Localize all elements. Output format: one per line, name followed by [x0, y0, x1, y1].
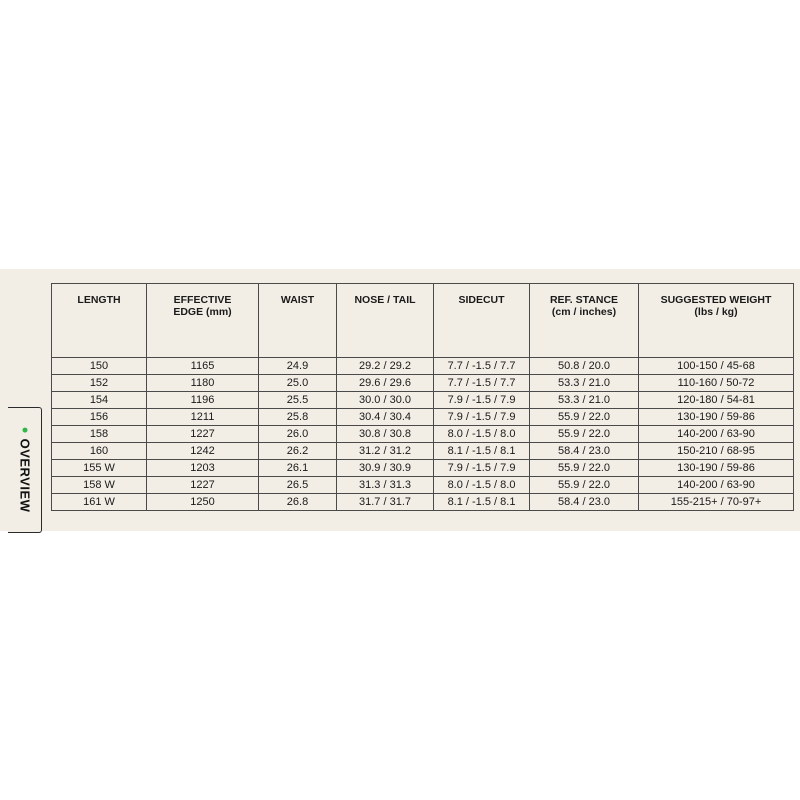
- header-waist: WAIST: [259, 284, 337, 358]
- header-nose-tail: NOSE / TAIL: [337, 284, 434, 358]
- cell-ref-stance: 50.8 / 20.0: [530, 358, 639, 375]
- cell-waist: 26.0: [259, 426, 337, 443]
- cell-effective-edge: 1227: [147, 426, 259, 443]
- cell-length: 158: [52, 426, 147, 443]
- cell-waist: 26.8: [259, 494, 337, 511]
- cell-waist: 26.5: [259, 477, 337, 494]
- spec-table: [51, 283, 794, 511]
- cell-ref-stance: 55.9 / 22.0: [530, 477, 639, 494]
- cell-ref-stance: 58.4 / 23.0: [530, 494, 639, 511]
- cell-nose-tail: 29.2 / 29.2: [337, 358, 434, 375]
- cell-effective-edge: 1196: [147, 392, 259, 409]
- cell-suggested-weight: 130-190 / 59-86: [639, 460, 794, 477]
- header-ref-stance: REF. STANCE (cm / inches): [530, 284, 639, 358]
- table-row: [52, 426, 794, 443]
- cell-suggested-weight: 155-215+ / 70-97+: [639, 494, 794, 511]
- table-row: [52, 460, 794, 477]
- cell-waist: 26.1: [259, 460, 337, 477]
- cell-length: 160: [52, 443, 147, 460]
- cell-length: 156: [52, 409, 147, 426]
- cell-effective-edge: 1242: [147, 443, 259, 460]
- header-length: LENGTH: [52, 284, 147, 358]
- cell-length: 150: [52, 358, 147, 375]
- cell-waist: 25.5: [259, 392, 337, 409]
- cell-nose-tail: 29.6 / 29.6: [337, 375, 434, 392]
- cell-ref-stance: 53.3 / 21.0: [530, 392, 639, 409]
- table-row: [52, 392, 794, 409]
- cell-sidecut: 7.9 / -1.5 / 7.9: [434, 460, 530, 477]
- cell-suggested-weight: 140-200 / 63-90: [639, 426, 794, 443]
- cell-sidecut: 8.0 / -1.5 / 8.0: [434, 477, 530, 494]
- cell-suggested-weight: 110-160 / 50-72: [639, 375, 794, 392]
- cell-suggested-weight: 120-180 / 54-81: [639, 392, 794, 409]
- overview-tab-label: OVERVIEW: [17, 438, 32, 513]
- table-header-row: [52, 284, 794, 358]
- cell-sidecut: 7.9 / -1.5 / 7.9: [434, 409, 530, 426]
- cell-suggested-weight: 100-150 / 45-68: [639, 358, 794, 375]
- cell-length: 154: [52, 392, 147, 409]
- cell-effective-edge: 1165: [147, 358, 259, 375]
- table-row: [52, 443, 794, 460]
- cell-length: 155 W: [52, 460, 147, 477]
- cell-ref-stance: 58.4 / 23.0: [530, 443, 639, 460]
- cell-nose-tail: 30.8 / 30.8: [337, 426, 434, 443]
- cell-nose-tail: 30.0 / 30.0: [337, 392, 434, 409]
- cell-length: 158 W: [52, 477, 147, 494]
- status-dot-icon: [22, 428, 27, 433]
- header-sidecut: SIDECUT: [434, 284, 530, 358]
- cell-nose-tail: 31.7 / 31.7: [337, 494, 434, 511]
- cell-suggested-weight: 150-210 / 68-95: [639, 443, 794, 460]
- table-row: [52, 477, 794, 494]
- cell-ref-stance: 55.9 / 22.0: [530, 426, 639, 443]
- cell-effective-edge: 1227: [147, 477, 259, 494]
- cell-nose-tail: 30.9 / 30.9: [337, 460, 434, 477]
- cell-sidecut: 7.9 / -1.5 / 7.9: [434, 392, 530, 409]
- cell-effective-edge: 1250: [147, 494, 259, 511]
- cell-waist: 26.2: [259, 443, 337, 460]
- table-row: [52, 494, 794, 511]
- cell-length: 152: [52, 375, 147, 392]
- cell-effective-edge: 1203: [147, 460, 259, 477]
- table-row: [52, 409, 794, 426]
- cell-nose-tail: 31.2 / 31.2: [337, 443, 434, 460]
- cell-nose-tail: 31.3 / 31.3: [337, 477, 434, 494]
- cell-sidecut: 8.1 / -1.5 / 8.1: [434, 443, 530, 460]
- table-row: [52, 375, 794, 392]
- header-suggested-weight: SUGGESTED WEIGHT (lbs / kg): [639, 284, 794, 358]
- cell-sidecut: 7.7 / -1.5 / 7.7: [434, 358, 530, 375]
- cell-length: 161 W: [52, 494, 147, 511]
- cell-waist: 25.8: [259, 409, 337, 426]
- cell-suggested-weight: 140-200 / 63-90: [639, 477, 794, 494]
- cell-sidecut: 8.1 / -1.5 / 8.1: [434, 494, 530, 511]
- header-effective-edge: EFFECTIVE EDGE (mm): [147, 284, 259, 358]
- cell-effective-edge: 1211: [147, 409, 259, 426]
- overview-tab[interactable]: [8, 407, 42, 533]
- cell-waist: 25.0: [259, 375, 337, 392]
- cell-ref-stance: 53.3 / 21.0: [530, 375, 639, 392]
- cell-ref-stance: 55.9 / 22.0: [530, 460, 639, 477]
- cell-sidecut: 8.0 / -1.5 / 8.0: [434, 426, 530, 443]
- table-row: [52, 358, 794, 375]
- cell-sidecut: 7.7 / -1.5 / 7.7: [434, 375, 530, 392]
- cell-suggested-weight: 130-190 / 59-86: [639, 409, 794, 426]
- cell-waist: 24.9: [259, 358, 337, 375]
- cell-effective-edge: 1180: [147, 375, 259, 392]
- cell-ref-stance: 55.9 / 22.0: [530, 409, 639, 426]
- cell-nose-tail: 30.4 / 30.4: [337, 409, 434, 426]
